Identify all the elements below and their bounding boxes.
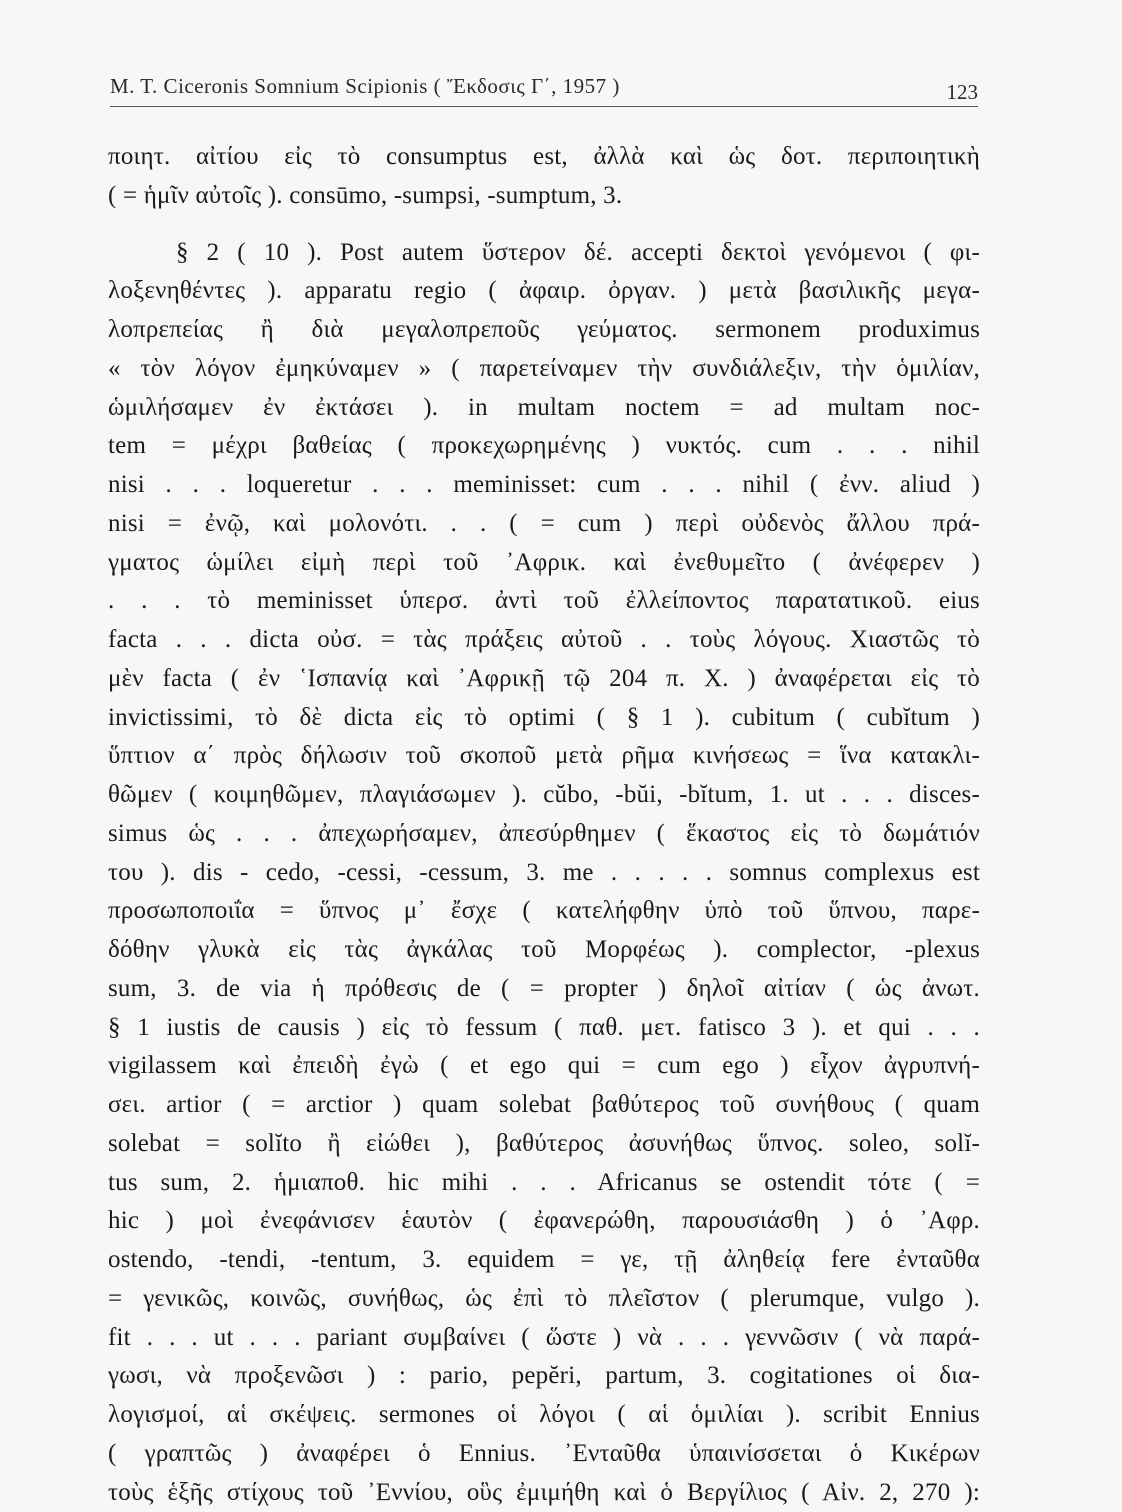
text-line: = γενικῶς, κοινῶς, συνήθως, ὡς ἐπὶ τὸ πλεῖστον ( plerumque, vulgo ).	[108, 1280, 980, 1319]
text-line: γωσι, νὰ προξενῶσι ) : pario, pepĕri, partum, 3. cogitationes οἱ δια-	[108, 1357, 980, 1396]
text-line: ὡμιλήσαμεν ἐν ἐκτάσει ). in multam noctem = ad multam noc-	[108, 389, 980, 428]
page-number: 123	[947, 80, 979, 105]
text-line: invictissimi, τὸ δὲ dicta εἰς τὸ optimi ( § 1 ). cubitum ( cubĭtum )	[108, 699, 980, 738]
text-line: nisi = ἐνῷ, καὶ μολονότι. . . ( = cum ) περὶ οὐδενὸς ἄλλου πρά-	[108, 505, 980, 544]
text-line: vigilassem καὶ ἐπειδὴ ἐγὼ ( et ego qui = cum ego ) εἶχον ἀγρυπνή-	[108, 1047, 980, 1086]
text-line: ( γραπτῶς ) ἀναφέρει ὁ Ennius. ᾽Ενταῦθα ὑπαινίσσεται ὁ Κικέρων	[108, 1435, 980, 1474]
text-line: προσωποποιΐα = ὕπνος μ᾽ ἔσχε ( κατελήφθην ὑπὸ τοῦ ὕπνου, παρε-	[108, 892, 980, 931]
text-line: λοξενηθέντες ). apparatu regio ( ἀφαιρ. ὀργαν. ) μετὰ βασιλικῆς μεγα-	[108, 272, 980, 311]
text-line: λογισμοί, αἱ σκέψεις. sermones οἱ λόγοι ( αἱ ὁμιλίαι ). scribit Ennius	[108, 1396, 980, 1435]
text-line: μὲν facta ( ἐν ῾Ισπανίᾳ καὶ ᾽Αφρικῇ τῷ 204 π. Χ. ) ἀναφέρεται εἰς τὸ	[108, 660, 980, 699]
commentary-text	[108, 138, 980, 1512]
text-line: ( = ἡμῖν αὐτοῖς ). consūmo, -sumpsi, -sumptum, 3.	[108, 177, 980, 216]
text-line: γματος ὡμίλει εἰμὴ περὶ τοῦ ᾽Αφρικ. καὶ ἐνεθυμεῖτο ( ἀνέφερεν )	[108, 544, 980, 583]
text-line: hic ) μοὶ ἐνεφάνισεν ἑαυτὸν ( ἐφανερώθη, παρουσιάσθη ) ὁ ᾽Αφρ.	[108, 1202, 980, 1241]
text-line: θῶμεν ( κοιμηθῶμεν, πλαγιάσωμεν ). cŭbo, -bŭi, -bĭtum, 1. ut . . . disces-	[108, 776, 980, 815]
text-line: ostendo, -tendi, -tentum, 3. equidem = γε, τῇ ἀληθείᾳ fere ἐνταῦθα	[108, 1241, 980, 1280]
section-heading-line: § 2 ( 10 ). Post autem ὕστερον δέ. accepti δεκτοὶ γενόμενοι ( φι-	[108, 234, 980, 273]
text-line: facta . . . dicta οὐσ. = τὰς πράξεις αὐτοῦ . . τοὺς λόγους. Χιαστῶς τὸ	[108, 621, 980, 660]
text-line: « τὸν λόγον ἐμηκύναμεν » ( παρετείναμεν τὴν συνδιάλεξιν, τὴν ὁμιλίαν,	[108, 350, 980, 389]
text-line: . . . τὸ meminisset ὑπερσ. ἀντὶ τοῦ ἐλλείποντος παρατατικοῦ. eius	[108, 582, 980, 621]
text-line: solebat = solĭto ἢ εἰώθει ), βαθύτερος ἀσυνήθως ὕπνος. soleo, solĭ-	[108, 1125, 980, 1164]
text-line: § 1 iustis de causis ) εἰς τὸ fessum ( παθ. μετ. fatisco 3 ). et qui . . .	[108, 1009, 980, 1048]
text-line: ποιητ. αἰτίου εἰς τὸ consumptus est, ἀλλὰ καὶ ὡς δοτ. περιποιητικὴ	[108, 138, 980, 177]
text-line: tus sum, 2. ἡμιαποθ. hic mihi . . . Africanus se ostendit τότε ( =	[108, 1164, 980, 1203]
text-line: του ). dis - cedo, -cessi, -cessum, 3. me . . . . . somnus complexus est	[108, 854, 980, 893]
text-line: ὕπτιον α΄ πρὸς δήλωσιν τοῦ σκοποῦ μετὰ ρῆμα κινήσεως = ἵνα κατακλι-	[108, 737, 980, 776]
header-rule	[110, 106, 978, 107]
text-line: δόθην γλυκὰ εἰς τὰς ἀγκάλας τοῦ Μορφέως ). complector, -plexus	[108, 931, 980, 970]
text-line: nisi . . . loqueretur . . . meminisset: cum . . . nihil ( ἐνν. aliud )	[108, 466, 980, 505]
text-line: λοπρεπείας ἢ διὰ μεγαλοπρεποῦς γεύματος. sermonem produximus	[108, 311, 980, 350]
text-line: tem = μέχρι βαθείας ( προκεχωρημένης ) νυκτός. cum . . . nihil	[108, 427, 980, 466]
text-line: σει. artior ( = arctior ) quam solebat βαθύτερος τοῦ συνήθους ( quam	[108, 1086, 980, 1125]
text-line: sum, 3. de via ἡ πρόθεσις de ( = propter ) δηλοῖ αἰτίαν ( ὡς ἀνωτ.	[108, 970, 980, 1009]
text-line: τοὺς ἑξῆς στίχους τοῦ ᾽Εννίου, οὓς ἐμιμήθη καὶ ὁ Βεργίλιος ( Αἰν. 2, 270 ):	[108, 1474, 980, 1512]
text-line: simus ὡς . . . ἀπεχωρήσαμεν, ἀπεσύρθημεν ( ἕκαστος εἰς τὸ δωμάτιόν	[108, 815, 980, 854]
page-header	[110, 70, 978, 110]
text-line: fit . . . ut . . . pariant συμβαίνει ( ὥστε ) νὰ . . . γεννῶσιν ( νὰ παρά-	[108, 1319, 980, 1358]
running-head: M. T. Ciceronis Somnium Scipionis ( Ἔκδοσις Γ΄, 1957 )	[110, 74, 620, 99]
